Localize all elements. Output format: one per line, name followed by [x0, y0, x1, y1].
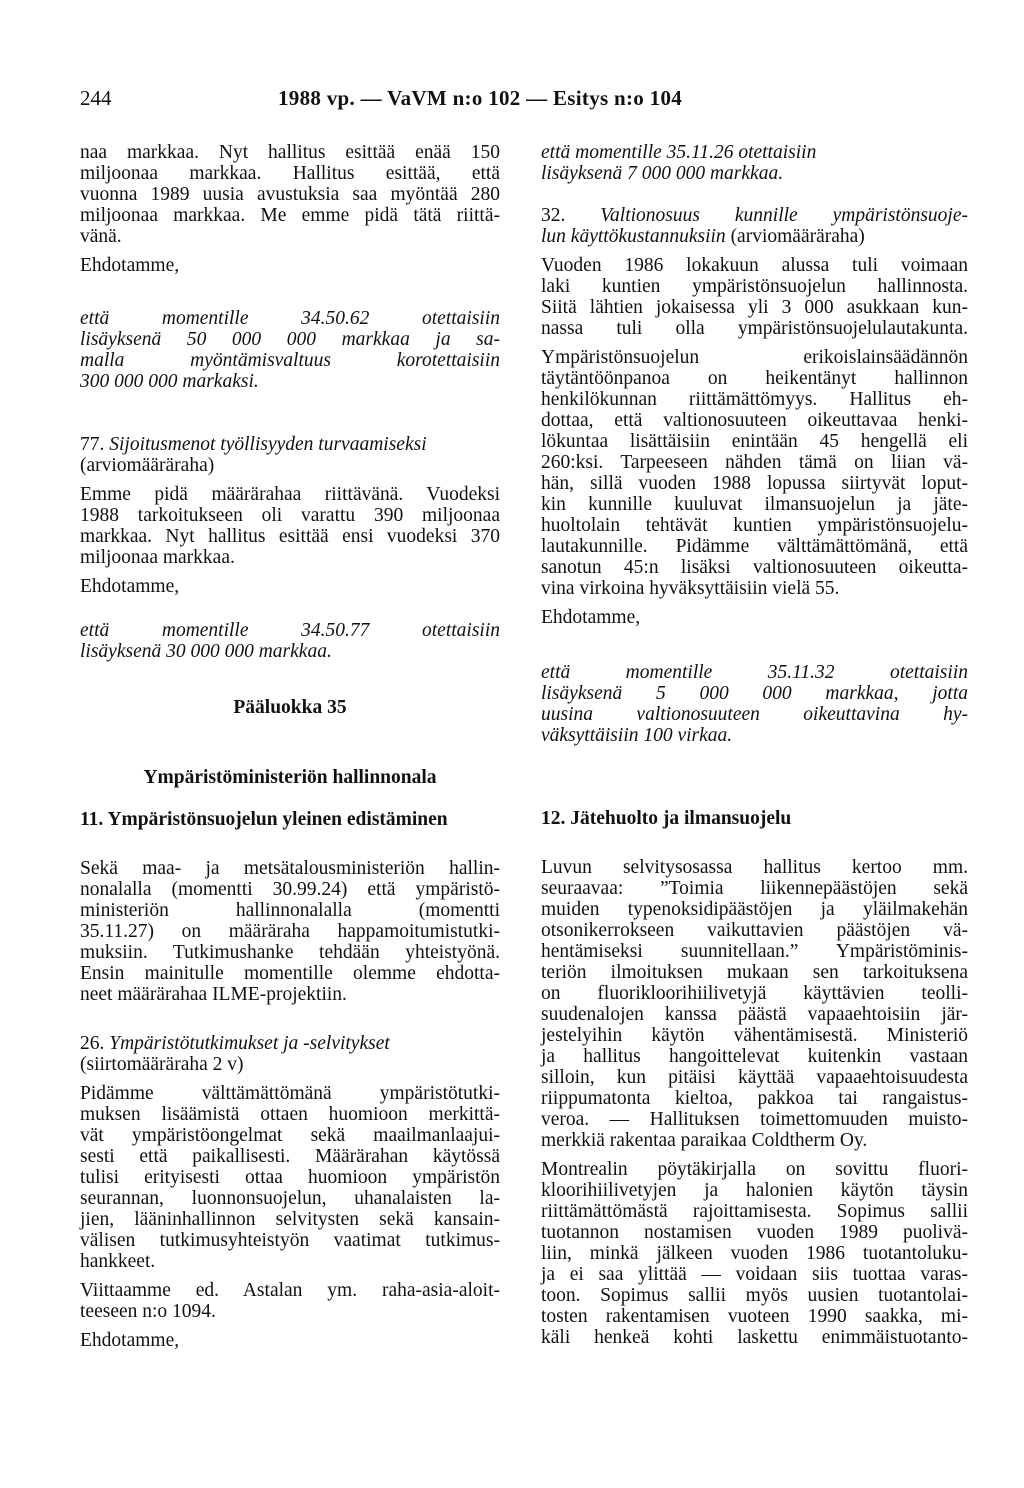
- item-number: 26.: [80, 1033, 105, 1054]
- left-text-line: tulisi erityisesti ottaa huomioon ympäristön: [80, 1167, 500, 1188]
- left-text-line: Pidämme välttämättömänä ympäristötutki-: [80, 1083, 500, 1104]
- right-text-line: ja ei saa ylittää — voidaan siis tuottaa varas-: [541, 1264, 968, 1285]
- left-text-line: Pääluokka 35: [233, 697, 347, 718]
- right-text-line: vina virkoina hyväksyttäisiin vielä 55.: [541, 578, 840, 599]
- right-text-line: hän, sillä vuoden 1988 lopussa siirtyvät loput-: [541, 473, 968, 494]
- left-text-line: (siirtomääräraha 2 v): [80, 1054, 244, 1075]
- left-text-line: teeseen n:o 1094.: [80, 1301, 216, 1322]
- right-text-line: veroa. — Hallituksen toimettomuuden muisto-: [541, 1109, 968, 1130]
- page-header: [80, 84, 980, 112]
- left-text-line: vuonna 1989 uusia avustuksia saa myöntää 280: [80, 184, 500, 205]
- right-text-line: laki kuntien ympäristönsuojelun hallinnosta.: [541, 276, 968, 297]
- right-text-line: hentämiseksi suunnitellaan.” Ympäristöminis-: [541, 941, 968, 962]
- right-text-line: 260:ksi. Tarpeeseen nähden tämä on liian vä-: [541, 452, 968, 473]
- right-text-line: ja hallitus hangoittelevat kuitenkin vastaan: [541, 1046, 968, 1067]
- right-text-line: kin kunnille kuuluvat ilmansuojelun ja jäte-: [541, 494, 968, 515]
- left-text-line: välisen tutkimusyhteistyön vaatimat tutkimus-: [80, 1230, 500, 1251]
- right-text-line: otsonikerrokseen vaikuttavien päästöjen vä-: [541, 920, 968, 941]
- page-number: 244: [80, 86, 112, 110]
- left-text-line: naa markkaa. Nyt hallitus esittää enää 150: [80, 142, 500, 163]
- left-text-line: ministeriön hallinnonalalla (momentti: [80, 900, 500, 921]
- left-text-line: (arviomääräraha): [80, 455, 215, 476]
- right-text-line: lautakunnille. Pidämme välttämättömänä, että: [541, 536, 968, 557]
- left-text-line: Emme pidä määrärahaa riittävänä. Vuodeksi: [80, 484, 500, 505]
- left-text-line: seurannan, luonnonsuojelun, uhanalaisten la-: [80, 1188, 500, 1209]
- left-text-line: muksen lisäämistä ottaen huomioon merkittä-: [80, 1104, 500, 1125]
- right-text-line: dottaa, että valtionosuuteen oikeuttavaa henki-: [541, 410, 968, 431]
- right-text-line: on fluorikloorihiilivetyjä käyttävien teolli-: [541, 983, 968, 1004]
- left-text-line: 300 000 000 markaksi.: [80, 371, 259, 392]
- right-text-line: Luvun selvitysosassa hallitus kertoo mm.: [541, 857, 968, 878]
- right-text-line: lisäyksenä 7 000 000 markkaa.: [541, 163, 784, 184]
- left-text-line: neet määrärahaa ILME-projektiin.: [80, 984, 347, 1005]
- right-text-line: lökuntaa lisättäisiin enintään 45 hengellä eli: [541, 431, 968, 452]
- right-text-line: Ympäristönsuojelun erikoislainsäädännön: [541, 347, 968, 368]
- left-text-line: 11. Ympäristönsuojelun yleinen edistäminen: [80, 809, 448, 830]
- left-text-line: Ensin mainitulle momentille olemme ehdotta-: [80, 963, 500, 984]
- right-text-line: kloorihiilivetyjen ja halonien käytön täysin: [541, 1180, 968, 1201]
- right-text-line: [541, 224, 865, 249]
- right-text-line: Montrealin pöytäkirjalla on sovittu fluori-: [541, 1159, 968, 1180]
- right-text-line: toon. Sopimus sallii myös uusien tuotantolai-: [541, 1285, 968, 1306]
- item-title: Sijoitusmenot työllisyyden turvaamiseksi: [109, 434, 427, 455]
- left-text-line: sesti että paikallisesti. Määrärahan käytössä: [80, 1146, 500, 1167]
- left-text-line: että momentille 34.50.77 otettaisiin: [80, 620, 500, 641]
- right-text-line: että momentille 35.11.32 otettaisiin: [541, 662, 968, 683]
- right-text-line: jestelyihin käytön vähentämisestä. Ministeriö: [541, 1025, 968, 1046]
- right-text-line: väksyttäisiin 100 virkaa.: [541, 725, 733, 746]
- right-text-line: Ehdotamme,: [541, 607, 641, 628]
- right-text-line: uusina valtionosuuteen oikeuttavina hy-: [541, 704, 968, 725]
- right-text-line: nassa tuli olla ympäristönsuojelulautakunta.: [541, 318, 968, 339]
- right-text-line: riippumatonta kieltoa, pakkoa tai rangaistus-: [541, 1088, 968, 1109]
- left-text-line: lisäyksenä 30 000 000 markkaa.: [80, 641, 332, 662]
- right-text-line: muiden typenoksidipäästöjen ja yläilmakehän: [541, 899, 968, 920]
- left-text-line: vänä.: [80, 226, 122, 247]
- right-text-line: huoltolain tehtävät kuntien ympäristönsuojelu-: [541, 515, 968, 536]
- right-text-line: merkkiä rakentaa paraikaa Coldtherm Oy.: [541, 1130, 868, 1151]
- item-number: lun käyttökustannuksiin: [541, 226, 726, 247]
- right-text-line: tuotannon nostamisen vuoden 1989 puolivä-: [541, 1222, 968, 1243]
- item-title: Ympäristötutkimukset ja -selvitykset: [109, 1033, 390, 1054]
- right-text-line: suudenalojen kanssa päästä vapaaehtoisiin jär-: [541, 1004, 968, 1025]
- left-text-line: 1988 tarkoitukseen oli varattu 390 miljoonaa: [80, 505, 500, 526]
- left-text-line: hankkeet.: [80, 1251, 156, 1272]
- right-text-line: tosten rakentamisen vuoteen 1990 saakka, mi-: [541, 1306, 968, 1327]
- right-text-line: liin, minkä jälkeen vuoden 1986 tuotantoluku-: [541, 1243, 968, 1264]
- item-number: 77.: [80, 434, 105, 455]
- right-text-line: henkilökunnan riittämättömyys. Hallitus eh-: [541, 389, 968, 410]
- left-text-line: miljoonaa markkaa. Me emme pidä tätä riittä-: [80, 205, 500, 226]
- left-text-line: Ehdotamme,: [80, 1330, 180, 1351]
- left-text-line: Ympäristöministeriön hallinnonala: [143, 767, 437, 788]
- left-text-line: että momentille 34.50.62 otettaisiin: [80, 308, 500, 329]
- right-text-line: seuraavaa: ”Toimia liikennepäästöjen sekä: [541, 878, 968, 899]
- running-title: 1988 vp. — VaVM n:o 102 — Esitys n:o 104: [278, 86, 683, 110]
- left-text-line: Ehdotamme,: [80, 255, 180, 276]
- right-text-line: teriön ilmoituksen mukaan sen tarkoituksena: [541, 962, 968, 983]
- right-text-line: että momentille 35.11.26 otettaisiin: [541, 142, 817, 163]
- right-text-line: silloin, kun pitäisi käyttää vapaaehtoisuudesta: [541, 1067, 968, 1088]
- right-text-line: täytäntöönpanoa on heikentänyt hallinnon: [541, 368, 968, 389]
- item-title: Valtionosuus kunnille ympäristönsuoje-: [600, 205, 968, 226]
- item-number: 32.: [541, 205, 566, 226]
- left-text-line: vät ympäristöongelmat sekä maailmanlaajui-: [80, 1125, 500, 1146]
- item-title: (arviomääräraha): [730, 226, 865, 247]
- left-text-line: nonalalla (momentti 30.99.24) että ympäristö-: [80, 879, 500, 900]
- left-text-line: Sekä maa- ja metsätalousministeriön hallin-: [80, 858, 500, 879]
- right-text-line: 12. Jätehuolto ja ilmansuojelu: [541, 808, 792, 829]
- right-text-line: Vuoden 1986 lokakuun alussa tuli voimaan: [541, 255, 968, 276]
- left-text-line: miljoonaa markkaa.: [80, 547, 235, 568]
- right-text-line: sanotun 45:n lisäksi valtionosuuteen oikeutta-: [541, 557, 968, 578]
- right-text-line: riittämättömästä rajoittamisesta. Sopimus sallii: [541, 1201, 968, 1222]
- left-text-line: Viittaamme ed. Astalan ym. raha-asia-aloit-: [80, 1280, 500, 1301]
- left-text-line: miljoonaa markkaa. Hallitus esittää, että: [80, 163, 500, 184]
- left-text-line: 35.11.27) on määräraha happamoitumistutki-: [80, 921, 500, 942]
- left-text-line: lisäyksenä 50 000 000 markkaa ja sa-: [80, 329, 500, 350]
- left-text-line: Ehdotamme,: [80, 576, 180, 597]
- right-text-line: käli henkeä kohti laskettu enimmäistuotanto-: [541, 1327, 968, 1348]
- left-text-line: malla myöntämisvaltuus korotettaisiin: [80, 350, 500, 371]
- left-text-line: muksiin. Tutkimushanke tehdään yhteistyönä.: [80, 942, 500, 963]
- left-text-line: markkaa. Nyt hallitus esittää ensi vuodeksi 370: [80, 526, 500, 547]
- left-text-line: jien, lääninhallinnon selvitysten sekä kansain-: [80, 1209, 500, 1230]
- right-text-line: Siitä lähtien jokaisessa yli 3 000 asukkaan kun-: [541, 297, 968, 318]
- right-text-line: lisäyksenä 5 000 000 markkaa, jotta: [541, 683, 968, 704]
